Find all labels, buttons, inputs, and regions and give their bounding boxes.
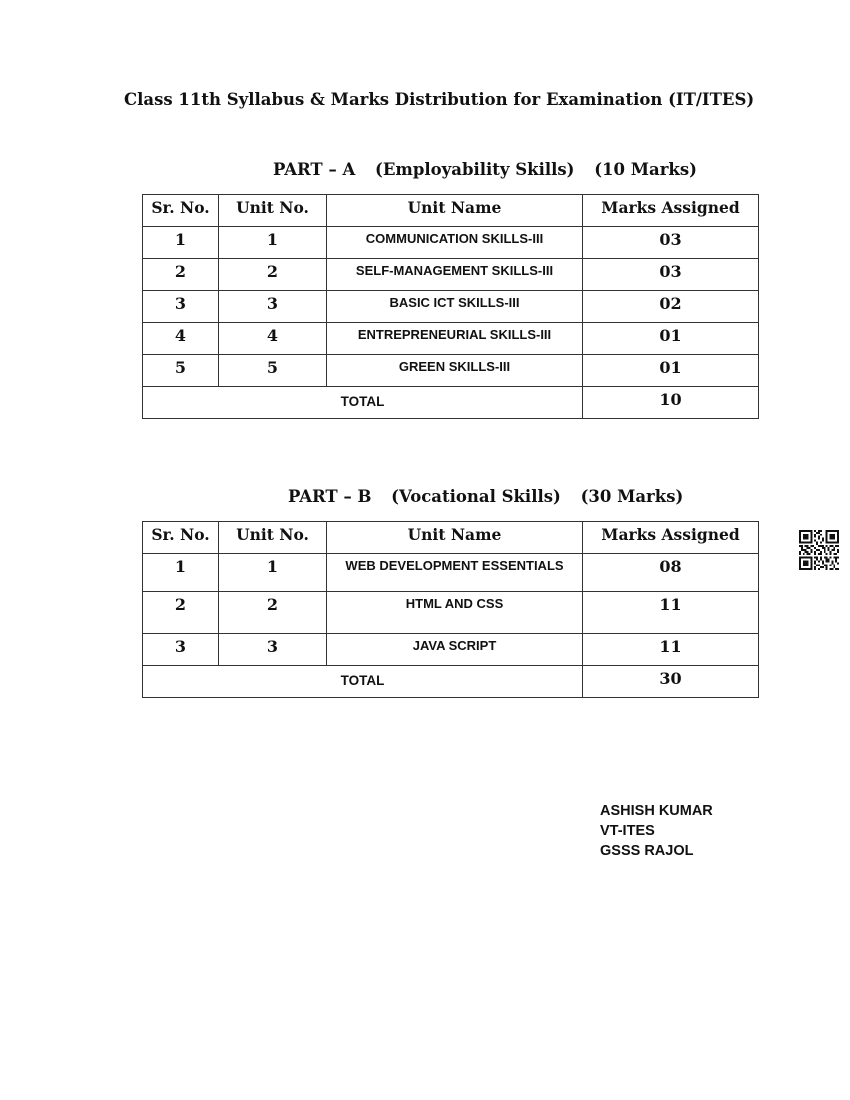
part-a-heading	[273, 160, 711, 179]
table-header-row	[143, 522, 759, 554]
marks-cell: 11	[583, 634, 759, 666]
unit-no-cell: 2	[219, 592, 327, 634]
sr-no-cell: 1	[143, 554, 219, 592]
sr-no-cell: 5	[143, 355, 219, 387]
sr-no-cell: 2	[143, 259, 219, 291]
part-b-label: PART – B	[288, 487, 372, 506]
table-row	[143, 554, 759, 592]
signatory-designation: VT-ITES	[600, 823, 655, 839]
unit-name-cell: WEB DEVELOPMENT ESSENTIALS	[327, 554, 583, 592]
table-header-row	[143, 195, 759, 227]
column-header-sr-no: Sr. No.	[143, 522, 219, 554]
sr-no-cell: 4	[143, 323, 219, 355]
table-row	[143, 259, 759, 291]
total-row	[143, 666, 759, 698]
sr-no-cell: 3	[143, 634, 219, 666]
signatory-school: GSSS RAJOL	[600, 843, 694, 859]
table-row	[143, 634, 759, 666]
part-b-marks: (30 Marks)	[580, 487, 684, 506]
column-header-unit-no: Unit No.	[219, 195, 327, 227]
page-title: Class 11th Syllabus & Marks Distribution for Examination (IT/ITES)	[124, 90, 755, 109]
column-header-sr-no: Sr. No.	[143, 195, 219, 227]
table-row	[143, 592, 759, 634]
unit-no-cell: 4	[219, 323, 327, 355]
table-row	[143, 355, 759, 387]
marks-cell: 08	[583, 554, 759, 592]
sr-no-cell: 2	[143, 592, 219, 634]
marks-cell: 01	[583, 355, 759, 387]
total-label: TOTAL	[143, 666, 583, 698]
unit-name-cell: ENTREPRENEURIAL SKILLS-III	[327, 323, 583, 355]
marks-cell: 02	[583, 291, 759, 323]
part-a-label: PART – A	[273, 160, 356, 179]
column-header-unit-name: Unit Name	[327, 522, 583, 554]
marks-cell: 01	[583, 323, 759, 355]
unit-no-cell: 1	[219, 554, 327, 592]
table-row	[143, 323, 759, 355]
sr-no-cell: 3	[143, 291, 219, 323]
unit-name-cell: HTML AND CSS	[327, 592, 583, 634]
unit-name-cell: SELF-MANAGEMENT SKILLS-III	[327, 259, 583, 291]
total-value: 30	[583, 666, 759, 698]
column-header-marks-assigned: Marks Assigned	[583, 522, 759, 554]
marks-cell: 03	[583, 259, 759, 291]
total-label: TOTAL	[143, 387, 583, 419]
unit-name-cell: COMMUNICATION SKILLS-III	[327, 227, 583, 259]
unit-no-cell: 5	[219, 355, 327, 387]
column-header-marks-assigned: Marks Assigned	[583, 195, 759, 227]
column-header-unit-name: Unit Name	[327, 195, 583, 227]
total-value: 10	[583, 387, 759, 419]
unit-no-cell: 3	[219, 634, 327, 666]
sr-no-cell: 1	[143, 227, 219, 259]
part-a-table	[142, 194, 759, 419]
qr-code-icon	[799, 530, 839, 570]
unit-name-cell: BASIC ICT SKILLS-III	[327, 291, 583, 323]
unit-no-cell: 1	[219, 227, 327, 259]
part-b-name: (Vocational Skills)	[391, 487, 561, 506]
unit-name-cell: JAVA SCRIPT	[327, 634, 583, 666]
table-row	[143, 291, 759, 323]
unit-no-cell: 2	[219, 259, 327, 291]
marks-cell: 11	[583, 592, 759, 634]
part-a-marks: (10 Marks)	[594, 160, 697, 179]
part-b-table	[142, 521, 759, 698]
total-row	[143, 387, 759, 419]
unit-name-cell: GREEN SKILLS-III	[327, 355, 583, 387]
column-header-unit-no: Unit No.	[219, 522, 327, 554]
table-row	[143, 227, 759, 259]
signature-block	[600, 801, 713, 861]
signatory-name: ASHISH KUMAR	[600, 803, 713, 819]
marks-cell: 03	[583, 227, 759, 259]
unit-no-cell: 3	[219, 291, 327, 323]
part-a-name: (Employability Skills)	[375, 160, 575, 179]
part-b-heading	[288, 487, 697, 506]
